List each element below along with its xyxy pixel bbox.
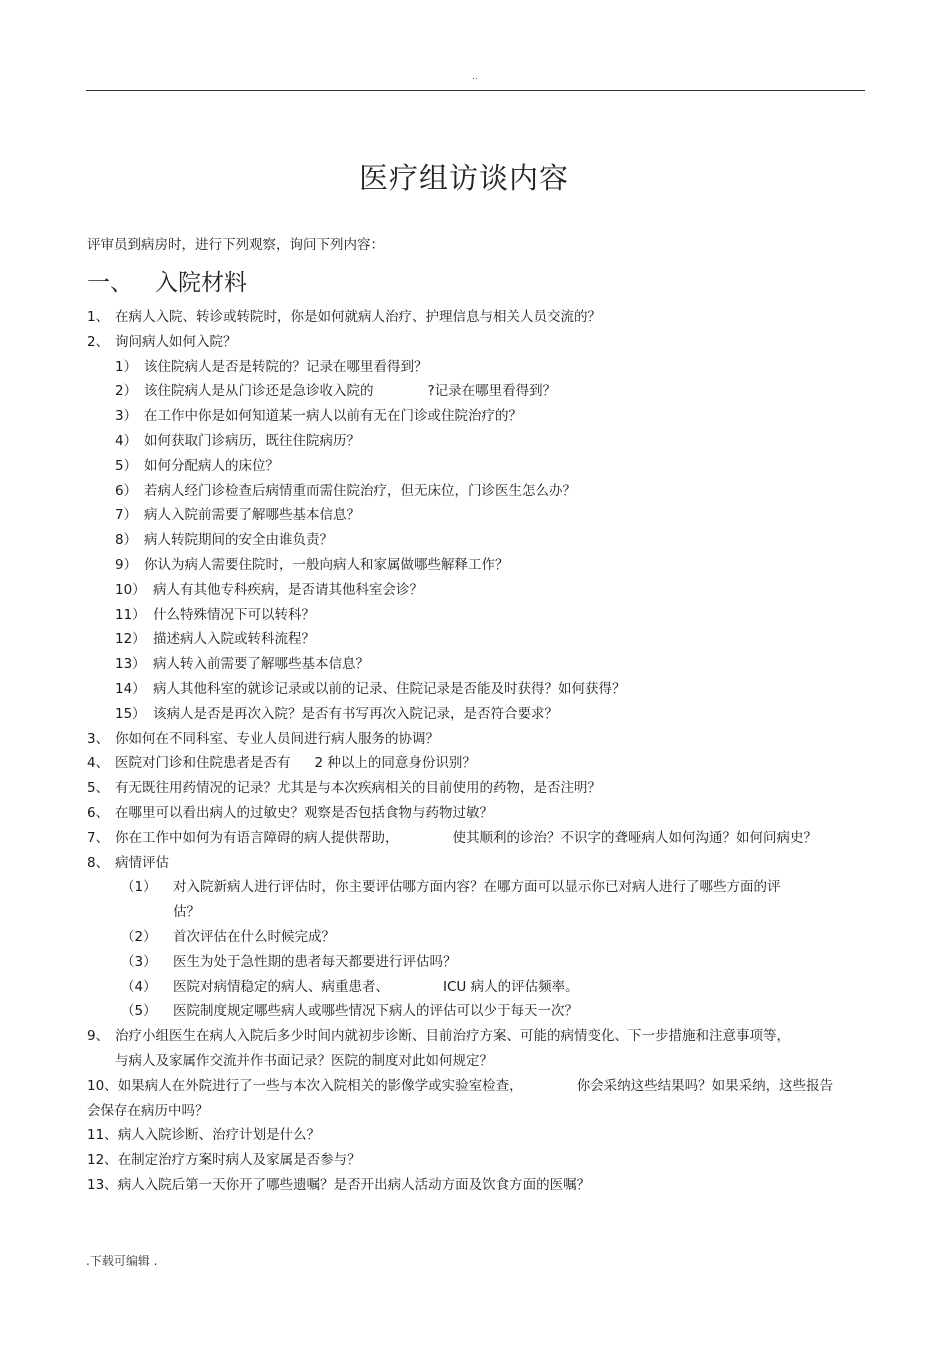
list-item: 1、 在病人入院、转诊或转院时，你是如何就病人治疗、护理信息与相关人员交流的？ bbox=[87, 309, 601, 325]
list-item: 12、在制定治疗方案时病人及家属是否参与？ bbox=[87, 1152, 361, 1169]
section-number: 一、 bbox=[87, 270, 133, 296]
list-item: 2） 该住院病人是从门诊还是急诊收入院的 ?记录在哪里看得到？ bbox=[115, 383, 557, 400]
list-item: 13） 病人转入前需要了解哪些基本信息？ bbox=[115, 656, 369, 673]
section-heading bbox=[87, 264, 247, 297]
list-item: 4） 如何获取门诊病历，既往住院病历？ bbox=[115, 432, 360, 449]
list-item: （4） 医院对病情稳定的病人、病重患者、 ICU 病人的评估频率。 bbox=[121, 978, 579, 995]
list-item: 4、 医院对门诊和住院患者是否有 2 种以上的同意身份识别？ bbox=[87, 755, 476, 772]
list-item: 8） 病人转院期间的安全由谁负责？ bbox=[115, 532, 333, 549]
list-item: 2、 询问病人如何入院？ bbox=[87, 333, 237, 350]
list-item: 11） 什么特殊情况下可以转科？ bbox=[115, 606, 315, 623]
list-item: 7） 病人入院前需要了解哪些基本信息？ bbox=[115, 507, 360, 524]
section-label: 入院材料 bbox=[155, 270, 247, 296]
list-item: 6、 在哪里可以看出病人的过敏史？观察是否包括食物与药物过敏？ bbox=[87, 804, 493, 821]
list-item: 9、 治疗小组医生在病人入院后多少时间内就初步诊断、目前治疗方案、可能的病情变化、下一步措施和注意事项等，与病人及家属作交流并作书面记录？医院的制度对此如何规定？ bbox=[87, 1028, 790, 1069]
list-item: 5、 有无既往用药情况的记录？尤其是与本次疾病相关的目前使用的药物，是否注明？ bbox=[87, 780, 601, 797]
list-item: 8、 病情评估 bbox=[87, 854, 169, 871]
list-item: 10、如果病人在外院进行了一些与本次入院相关的影像学或实验室检查， 你会采纳这些结果吗？如果采纳，这些报告会保存在病历中吗？ bbox=[87, 1077, 834, 1119]
list-item: 9） 你认为病人需要住院时，一般向病人和家属做哪些解释工作？ bbox=[115, 556, 509, 573]
list-item: 7、 你在工作中如何为有语言障碍的病人提供帮助， 使其顺利的诊治？不识字的聋哑病人如何沟通？如何问病史？ bbox=[87, 829, 817, 846]
footer-note: .下载可编辑 . bbox=[86, 1254, 158, 1268]
list-item: （5） 医院制度规定哪些病人或哪些情况下病人的评估可以少于每天一次？ bbox=[121, 1003, 578, 1020]
list-item: 13、病人入院后第一天你开了哪些遗嘱？是否开出病人活动方面及饮食方面的医嘱？ bbox=[87, 1176, 591, 1193]
list-item: （3） 医生为处于急性期的患者每天都要进行评估吗？ bbox=[121, 953, 457, 970]
list-item: 12） 描述病人入院或转科流程？ bbox=[115, 631, 315, 648]
list-item: 6） 若病人经门诊检查后病情重而需住院治疗，但无床位，门诊医生怎么办？ bbox=[115, 482, 576, 499]
header-mark: .. bbox=[472, 72, 478, 82]
page-title: 医疗组访谈内容 bbox=[358, 161, 569, 195]
list-item: 10） 病人有其他专科疾病，是否请其他科室会诊？ bbox=[115, 581, 423, 598]
list-item: 1） 该住院病人是否是转院的？记录在哪里看得到？ bbox=[115, 358, 428, 375]
question-list bbox=[87, 305, 877, 1198]
list-item: （1） 对入院新病人进行评估时，你主要评估哪方面内容？在哪方面可以显示你已对病人进行了哪些方面的评估？ bbox=[121, 879, 781, 921]
list-item: 3） 在工作中你是如何知道某一病人以前有无在门诊或住院治疗的？ bbox=[115, 408, 522, 425]
list-item: 5） 如何分配病人的床位？ bbox=[115, 457, 279, 474]
list-item: 15） 该病人是否是再次入院？是否有书写再次入院记录，是否符合要求？ bbox=[115, 705, 558, 722]
list-item: 3、 你如何在不同科室、专业人员间进行病人服务的协调？ bbox=[87, 730, 439, 747]
intro-text: 评审员到病房时，进行下列观察，询问下列内容： bbox=[87, 237, 384, 253]
header-divider bbox=[86, 90, 865, 91]
list-item: 14） 病人其他科室的就诊记录或以前的记录、住院记录是否能及时获得？如何获得？ bbox=[115, 680, 626, 697]
list-item: 11、病人入院诊断、治疗计划是什么？ bbox=[87, 1127, 321, 1144]
list-item: （2） 首次评估在什么时候完成？ bbox=[121, 928, 335, 945]
